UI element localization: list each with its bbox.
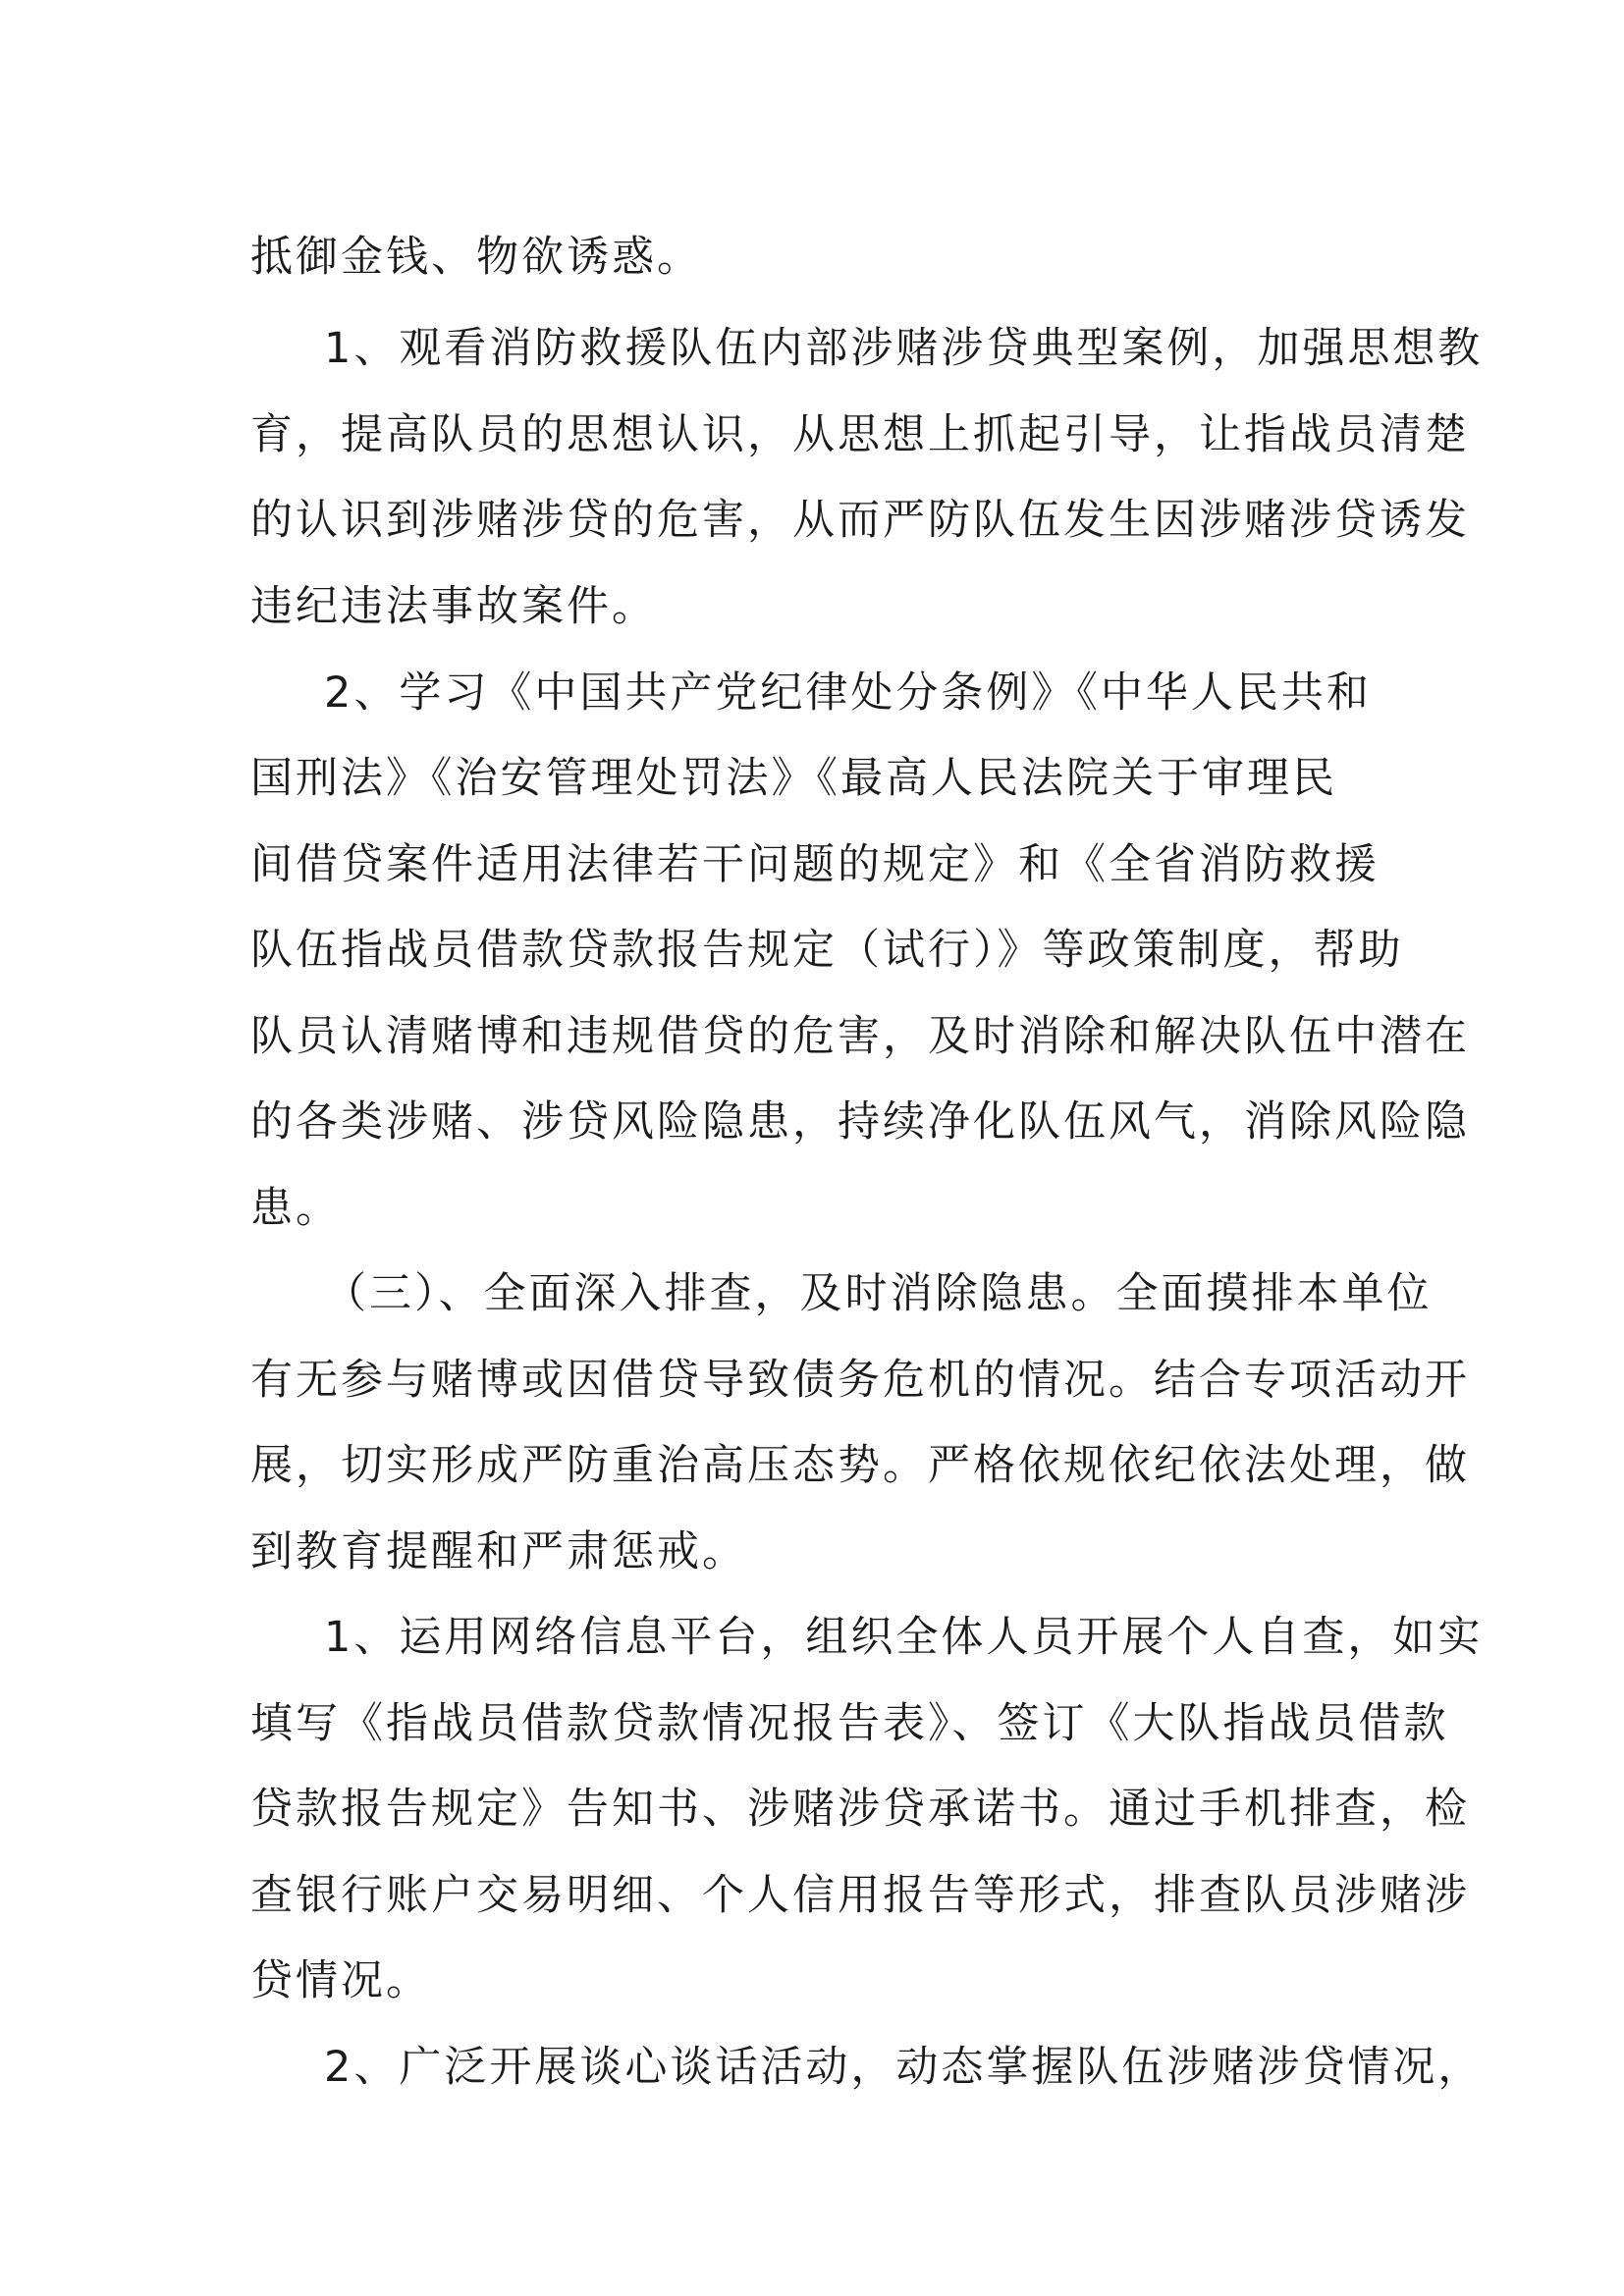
text-line: 填写《指战员借款贷款情况报告表》、签订《大队指战员借款 xyxy=(250,1699,1449,1748)
text-line: 贷款报告规定》告知书、涉赌涉贷承诺书。通过手机排查，检 xyxy=(250,1785,1470,1834)
text-line: 的各类涉赌、涉贷风险隐患，持续净化队伍风气，消除风险隐 xyxy=(250,1097,1470,1147)
text-line: 有无参与赌博或因借贷导致债务危机的情况。结合专项活动开 xyxy=(250,1356,1470,1405)
text-line: 2、学习《中国共产党纪律处分条例》《中华人民共和 xyxy=(324,668,1372,718)
text-line: 队伍指战员借款贷款报告规定（试行）》等政策制度，帮助 xyxy=(250,926,1404,975)
text-line: 患。 xyxy=(250,1184,341,1233)
text-line: 间借贷案件适用法律若干问题的规定》和《全省消防救援 xyxy=(250,840,1380,889)
text-line: 国刑法》《治安管理处罚法》《最高人民法院关于审理民 xyxy=(250,754,1337,803)
text-line: 1、观看消防救援队伍内部涉赌涉贷典型案例，加强思想教 xyxy=(324,324,1484,373)
text-line: 展，切实形成严防重治高压态势。严格依规依纪依法处理，做 xyxy=(250,1441,1470,1490)
text-line: 育，提高队员的思想认识，从思想上抓起引导，让指战员清楚 xyxy=(250,410,1470,459)
text-line: 的认识到涉赌涉贷的危害，从而严防队伍发生因涉赌涉贷诱发 xyxy=(250,496,1470,545)
text-line: 抵御金钱、物欲诱惑。 xyxy=(250,233,702,282)
text-line: 贷情况。 xyxy=(250,1956,431,2005)
text-line: 查银行账户交易明细、个人信用报告等形式，排查队员涉赌涉 xyxy=(250,1871,1470,1920)
text-line: （三）、全面深入排查，及时消除隐患。全面摸排本单位 xyxy=(324,1269,1433,1318)
text-line: 到教育提醒和严肃惩戒。 xyxy=(250,1527,747,1576)
text-line: 队员认清赌博和违规借贷的危害，及时消除和解决队伍中潜在 xyxy=(250,1012,1470,1061)
text-line: 1、运用网络信息平台，组织全体人员开展个人自查，如实 xyxy=(324,1613,1484,1662)
text-line: 违纪违法事故案件。 xyxy=(250,582,657,631)
text-line: 2、广泛开展谈心谈话活动，动态掌握队伍涉赌涉贷情况， xyxy=(324,2043,1484,2092)
